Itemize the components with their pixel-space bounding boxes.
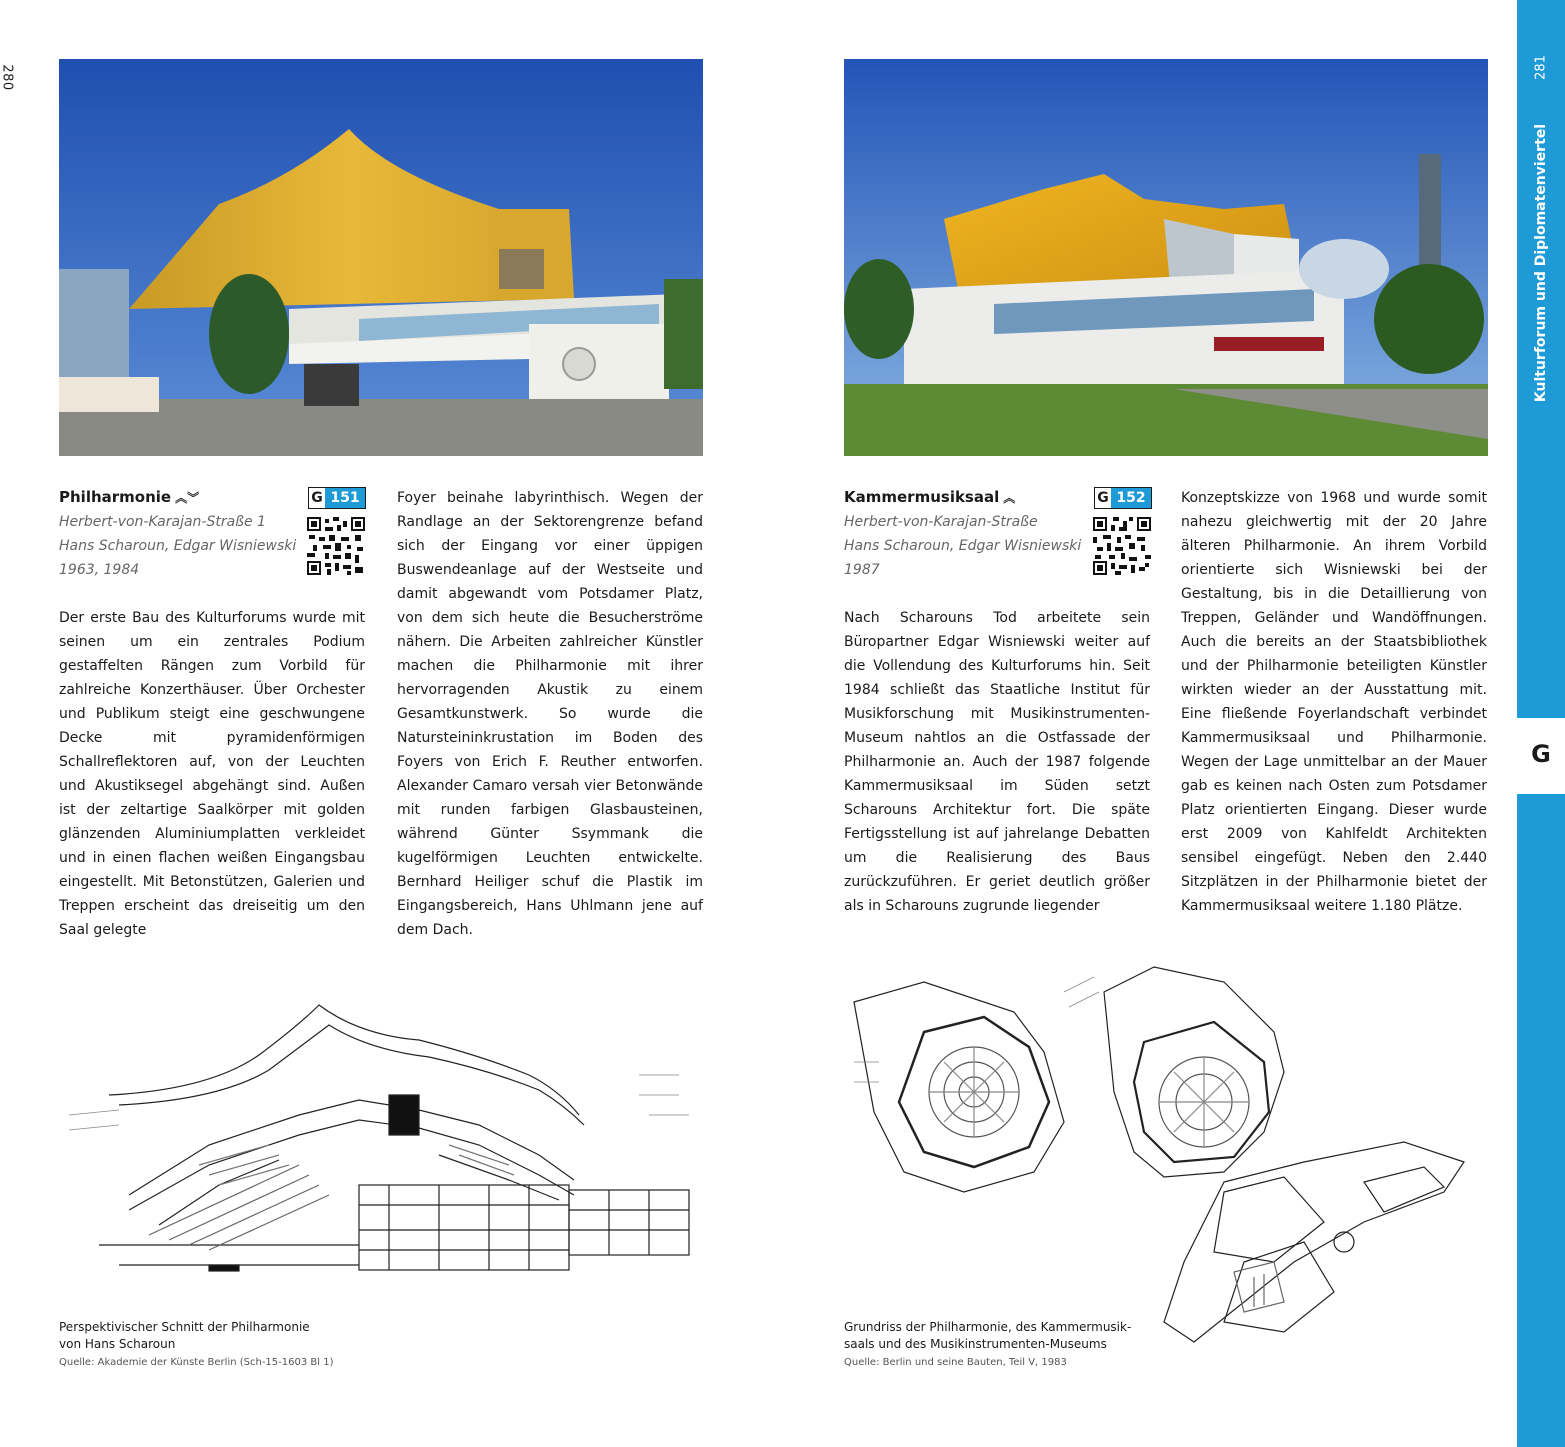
qr-code-icon[interactable] (307, 517, 365, 575)
section-tab (1517, 0, 1565, 1447)
body-text-philharmonie-col1: Der erste Bau des Kulturforums wurde mit seinen um ein zentrales Podium gestaffelten Rängen zum Vorbild für zahlreiche Konzerthäuser. Über Orchester und Publikum steigt eine geschwungene Decke mit pyramidenförmigen Schallreflektoren auf, von der Leuchten und Akustiksegel abgehängt sind. Außen ist der zeltartige Saalkörper mit golden glänzenden Aluminiumplatten verkleidet und in einen flachen weißen Eingangsbau eingestellt. Mit Betonstützen, Galerien und Treppen erscheint das dreiseitig um den Saal gelegte (59, 610, 365, 938)
entry-meta-kammermusiksaal (844, 510, 1081, 582)
years: 1987 (844, 562, 880, 578)
figure-source-section: Quelle: Akademie der Künste Berlin (Sch-15-1603 Bl 1) (59, 1357, 334, 1368)
figure-source-floor-plan: Quelle: Berlin und seine Bauten, Teil V, 1983 (844, 1357, 1067, 1368)
section-title: Kulturforum und Diplomatenviertel (1533, 123, 1549, 403)
double-chevron-up-icon: ︽ (1003, 491, 1015, 505)
photo-philharmonie (59, 59, 703, 456)
location-badge-152: G 152 (1094, 487, 1152, 509)
entry-title-philharmonie: Philharmonie ︽︾ (59, 488, 199, 506)
page-number-right: 281 (1533, 55, 1549, 80)
body-text-kammermusiksaal-col1: Nach Scharouns Tod arbeitete sein Büropartner Edgar Wisniewski weiter auf die Vollendung des Kulturforums hin. Seit 1984 schließt das Staatliche Institut für Musikforschung mit Musikinstrumenten-Museum nahtlos an die Ostfassade der Philharmonie an. Auch der 1987 folgende Kammermusiksaal im Süden setzt Scharouns Architektur fort. Die späte Fertigsstellung ist auf jahrelange Debatten um die Realisierung des Baus zurückzuführen. Er geriet deutlich größer als in Scharouns zugrunde liegender (844, 610, 1150, 914)
photo-kammermusiksaal (844, 59, 1488, 456)
location-badge-151: G 151 (308, 487, 366, 509)
address: Herbert-von-Karajan-Straße (844, 514, 1038, 530)
entry-meta-philharmonie (59, 510, 296, 582)
body-text-kammermusiksaal-col2: Konzeptskizze von 1968 und wurde somit nahezu gleichwertig mit der 20 Jahre älteren Philharmonie. An ihrem Vorbild orientierte sich Wisniewski bei der Gestaltung, bis in die Detaillierung von Treppen, Geländer und Wandöffnungen. Auch die bereits an der Staatsbibliothek und der Philharmonie beteiligten Künstler wirkten wieder an der Ausstattung mit. Eine fließende Foyerlandschaft verbindet Kammermusiksaal und Philharmonie. Wegen der Lage unmittelbar an der Mauer gab es keinen nach Osten zum Potsdamer Platz orientierten Eingang. Dieser wurde erst 2009 von Kahlfeldt Architekten sensibel eingefügt. Neben den 2.440 Sitzplätzen in der Philharmonie bietet der Kammermusiksaal weitere 1.180 Plätze. (1181, 490, 1487, 914)
figure-caption-floor-plan: Grundriss der Philharmonie, des Kammermusik- saals und des Musikinstrumenten-Museums (844, 1320, 1132, 1351)
page-number-left: 280 (0, 64, 15, 91)
address: Herbert-von-Karajan-Straße 1 (59, 514, 266, 530)
floor-plan-drawing (844, 962, 1472, 1357)
double-chevron-down-icon: ︾ (187, 491, 199, 505)
section-tab-band-bottom (1517, 794, 1565, 1447)
body-text-philharmonie-col2: Foyer beinahe labyrinthisch. Wegen der Randlage an der Sektorengrenze befand sich der Eingang vor einer üppigen Buswendeanlage auf der Westseite und damit abgewandt vom Potsdamer Platz, von dem sich heute die Besucherströme nähern. Die Arbeiten zahlreicher Künstler machen die Philharmonie mit ihrer hervorragenden Akustik zu einem Gesamtkunstwerk. So wurde die Natursteininkrustation im Boden des Foyers von Erich F. Reuther entworfen. Alexander Camaro versah vier Betonwände mit runden farbigen Glasbausteinen, während Günter Ssymmank die kugelförmigen Leuchten entwickelte. Bernhard Heiliger schuf die Plastik im Eingangsbereich, Hans Uhlmann jene auf dem Dach. (397, 490, 703, 938)
figure-caption-section: Perspektivischer Schnitt der Philharmonie von Hans Scharoun (59, 1320, 310, 1351)
double-chevron-up-icon: ︽ (175, 491, 187, 505)
entry-title-kammermusiksaal: Kammermusiksaal ︽ (844, 488, 1015, 506)
section-drawing-philharmonie (59, 995, 703, 1280)
years: 1963, 1984 (59, 562, 140, 578)
qr-code-icon[interactable] (1093, 517, 1151, 575)
architects: Hans Scharoun, Edgar Wisniewski (844, 538, 1082, 554)
architects: Hans Scharoun, Edgar Wisniewski (59, 538, 297, 554)
section-letter: G (1531, 740, 1551, 768)
